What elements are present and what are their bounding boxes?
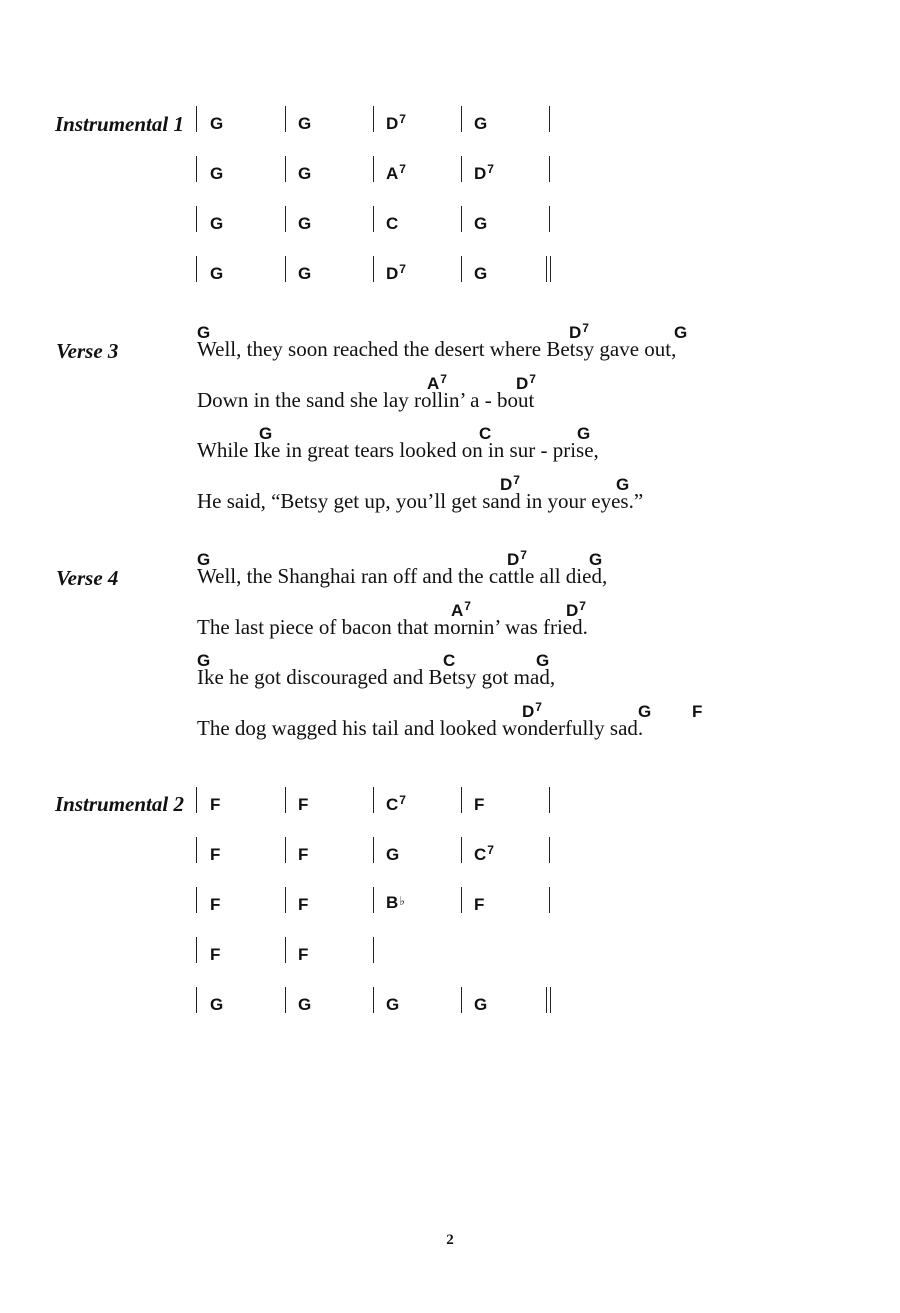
- bar-line: [285, 256, 286, 282]
- bar-line: [196, 887, 197, 913]
- chord: G: [616, 474, 630, 494]
- lyric-text: The last piece of bacon that mornin’ was fried.: [197, 614, 588, 639]
- chord: G: [386, 995, 400, 1014]
- chord: F: [298, 945, 309, 964]
- chord: $D^7$: [500, 472, 520, 494]
- chord: G: [298, 114, 312, 133]
- chord: F: [210, 895, 221, 914]
- chord: G: [298, 995, 312, 1014]
- bar-line: [373, 987, 374, 1013]
- chord: G: [298, 164, 312, 183]
- bar-line: [196, 937, 197, 963]
- lyric-text: Well, the Shanghai ran off and the cattle all died,: [197, 564, 608, 588]
- bar-line: [285, 206, 286, 232]
- bar-line: [461, 887, 462, 913]
- chord: C: [479, 424, 492, 443]
- chord: $D^7$: [566, 598, 586, 620]
- chord: F: [474, 895, 485, 914]
- chord: F: [210, 795, 221, 814]
- lyric-text: Well, they soon reached the desert where Betsy gave out,: [197, 337, 677, 361]
- bar-line: [373, 937, 374, 963]
- bar-line: [373, 887, 374, 913]
- bar-line: [285, 987, 286, 1013]
- chord: G: [474, 214, 488, 233]
- bar-line: [549, 887, 550, 913]
- bar-line: [461, 987, 462, 1013]
- lyric-text: While Ike in great tears looked on in sur - prise,: [197, 438, 599, 462]
- chord: G: [210, 214, 224, 233]
- chord: G: [386, 845, 400, 864]
- bar-line: [196, 256, 197, 282]
- chord: C: [443, 651, 456, 670]
- chord: G: [536, 651, 550, 670]
- chord: $D^7$: [474, 162, 494, 183]
- chord: $C^7$: [474, 843, 494, 864]
- chord: B♭: [386, 893, 405, 912]
- final-double-bar-line: [546, 256, 547, 282]
- chord: G: [474, 114, 488, 133]
- chord: $D^7$: [522, 699, 542, 721]
- lyric-text: He said, “Betsy get up, you’ll get sand in your eyes.”: [197, 488, 644, 513]
- chord: G: [577, 424, 591, 443]
- lyric-text: Down in the sand she lay rollin’ a - bout: [197, 387, 535, 412]
- chord: C: [386, 214, 399, 233]
- chord: $D^7$: [386, 112, 406, 133]
- chord: G: [197, 550, 211, 569]
- bar-line: [549, 206, 550, 232]
- bar-line: [549, 106, 550, 132]
- chord: $D^7$: [386, 262, 406, 283]
- bar-line: [196, 787, 197, 813]
- chord: $A^7$: [386, 162, 406, 183]
- verse-3-label: Verse 3: [56, 339, 119, 363]
- chord: G: [638, 701, 652, 721]
- bar-line: [196, 837, 197, 863]
- chord: G: [197, 651, 211, 670]
- bar-line: [285, 887, 286, 913]
- bar-line: [549, 156, 550, 182]
- bar-line: [549, 787, 550, 813]
- bar-line: [461, 256, 462, 282]
- bar-line: [549, 837, 550, 863]
- chord: $D^7$: [569, 321, 589, 342]
- chord: F: [298, 795, 309, 814]
- chord: $A^7$: [451, 598, 471, 620]
- instrumental-1-label: Instrumental 1: [55, 112, 184, 136]
- chord: F: [210, 845, 221, 864]
- chord: G: [474, 264, 488, 283]
- bar-line: [285, 837, 286, 863]
- bar-line: [373, 256, 374, 282]
- chord: G: [210, 164, 224, 183]
- verse-4-label: Verse 4: [56, 566, 119, 590]
- bar-line: [196, 156, 197, 182]
- chord: F: [210, 945, 221, 964]
- chord: $D^7$: [516, 371, 536, 393]
- bar-line: [196, 987, 197, 1013]
- chord: G: [197, 323, 211, 342]
- chord: G: [210, 114, 224, 133]
- chord: F: [298, 845, 309, 864]
- lyric-text: Ike he got discouraged and Betsy got mad,: [197, 665, 556, 689]
- bar-line: [373, 787, 374, 813]
- bar-line: [461, 106, 462, 132]
- bar-line: [461, 206, 462, 232]
- bar-line: [285, 156, 286, 182]
- chord: G: [298, 264, 312, 283]
- bar-line: [196, 106, 197, 132]
- chord: G: [210, 995, 224, 1014]
- bar-line: [461, 837, 462, 863]
- bar-line: [461, 787, 462, 813]
- bar-line: [285, 787, 286, 813]
- chord: G: [210, 264, 224, 283]
- final-double-bar-line: [546, 987, 547, 1013]
- chord: F: [692, 701, 703, 721]
- chord: G: [298, 214, 312, 233]
- chord: G: [259, 424, 273, 443]
- bar-line: [373, 837, 374, 863]
- bar-line: [373, 106, 374, 132]
- page-number: 2: [446, 1232, 454, 1248]
- chord: $A^7$: [427, 371, 447, 393]
- bar-line: [373, 156, 374, 182]
- chord: $C^7$: [386, 793, 406, 814]
- instrumental-2-label: Instrumental 2: [55, 792, 184, 816]
- bar-line: [373, 206, 374, 232]
- chord: G: [589, 550, 603, 569]
- chord: $D^7$: [507, 548, 527, 569]
- chord: F: [474, 795, 485, 814]
- bar-line: [285, 937, 286, 963]
- bar-line: [461, 156, 462, 182]
- bar-line: [196, 206, 197, 232]
- bar-line: [285, 106, 286, 132]
- chord: G: [674, 323, 688, 342]
- chord: F: [298, 895, 309, 914]
- chord: G: [474, 995, 488, 1014]
- flat-sign: ♭: [399, 894, 405, 908]
- lyric-text: The dog wagged his tail and looked wonderfully sad.: [197, 715, 644, 740]
